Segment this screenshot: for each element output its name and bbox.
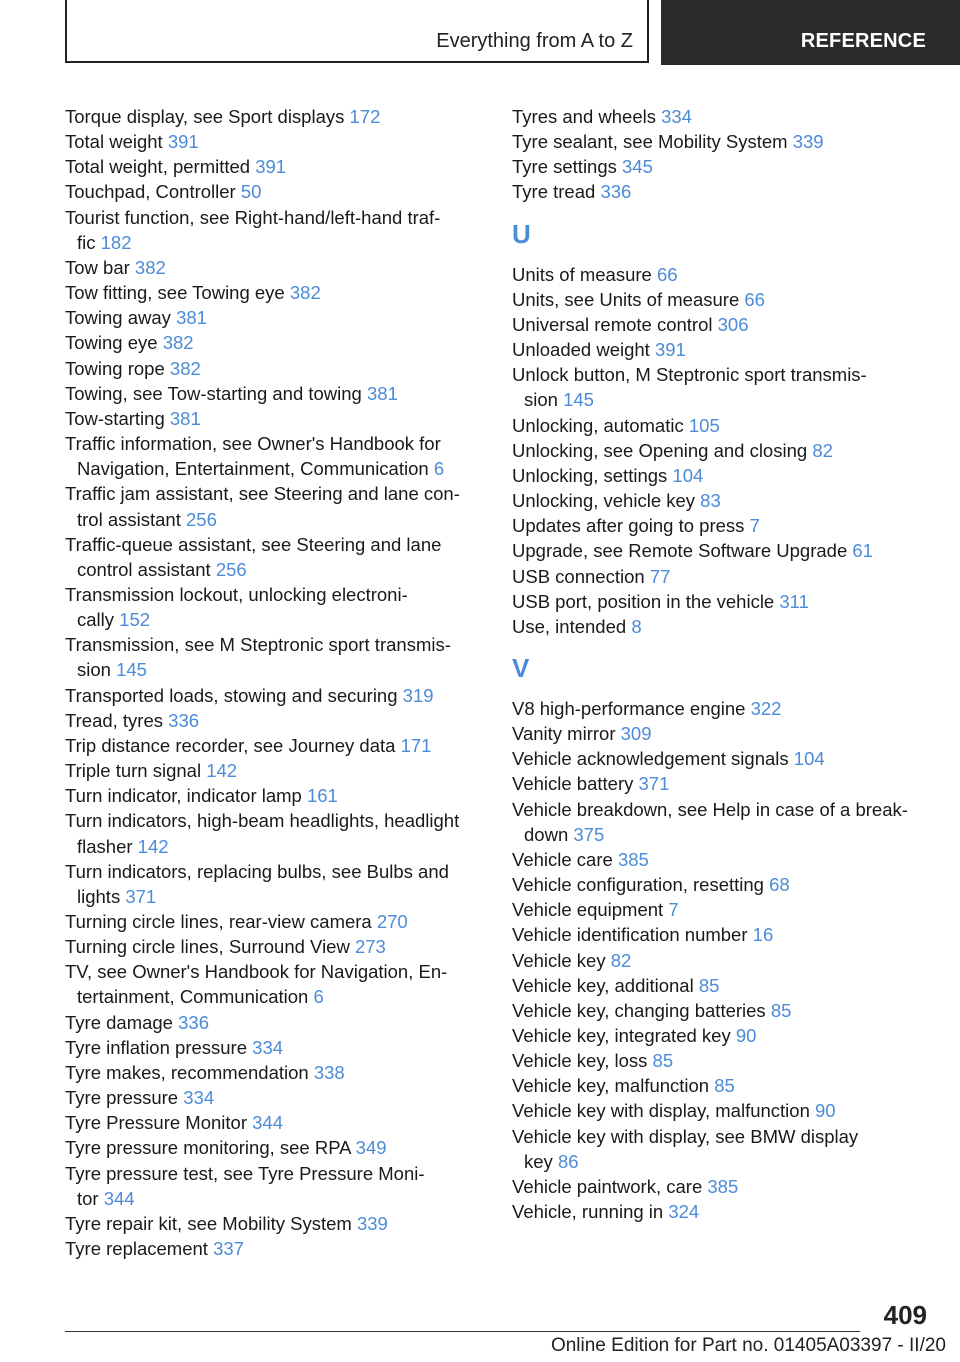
index-entry-text: Vehicle key — [512, 949, 611, 971]
page-reference-link[interactable]: 161 — [306, 785, 338, 807]
page-reference-link[interactable]: 8 — [631, 615, 642, 637]
index-entry — [65, 356, 485, 381]
index-entry — [512, 973, 932, 998]
index-entry — [65, 959, 485, 1009]
page-reference-link[interactable]: 142 — [206, 760, 238, 782]
page-reference-link[interactable]: 391 — [255, 156, 287, 178]
page-reference-link[interactable]: 311 — [779, 590, 809, 612]
index-entry-text: Vehicle paintwork, care — [512, 1175, 708, 1197]
index-entry-text: Units of measure — [512, 263, 657, 285]
index-entry — [512, 797, 932, 847]
index-entry-text: Units, see Units of measure — [512, 288, 745, 310]
index-entry-text: Turn indicators, high-beam headlights, headlight flasher — [65, 810, 460, 857]
index-entry-text: Use, intended — [512, 615, 632, 637]
page-reference-link[interactable]: 61 — [852, 540, 873, 562]
index-entry-text: Vehicle identification number — [512, 924, 753, 946]
index-entry-text: Vehicle configuration, resetting — [512, 874, 770, 896]
page-reference-link[interactable]: 82 — [812, 439, 833, 461]
index-entry-text: TV, see Owner's Handbook for Navigation, En- tertainment, Communication — [65, 961, 448, 1008]
index-entry — [65, 129, 485, 154]
footer-edition: Online Edition for Part no. 01405A03397 - II/20 — [550, 1335, 946, 1356]
index-entry-text: Traffic-queue assistant, see Steering and lane control assistant — [65, 533, 442, 580]
index-entry — [65, 406, 485, 431]
index-entry-text: Universal remote control — [512, 313, 718, 335]
index-entry — [65, 1035, 485, 1060]
index-entry — [65, 632, 485, 682]
index-entry-text: Turning circle lines, Surround View — [65, 936, 355, 958]
index-entry-text: Vehicle battery — [512, 773, 639, 795]
index-entry — [512, 1124, 932, 1174]
page-reference-link[interactable]: 349 — [355, 1137, 387, 1159]
page-reference-link[interactable]: 322 — [750, 697, 782, 719]
index-entry — [65, 1211, 485, 1236]
index-entry — [65, 381, 485, 406]
index-entry — [512, 922, 932, 947]
index-entry — [65, 330, 485, 355]
index-entry-text: Touchpad, Controller — [65, 181, 241, 203]
index-entry — [512, 438, 932, 463]
index-entry-text: Trip distance recorder, see Journey data — [65, 734, 401, 756]
page-reference-link[interactable]: 66 — [744, 288, 765, 310]
page-reference-link[interactable]: 381 — [169, 407, 201, 429]
index-entry-text: Traffic information, see Owner's Handbook for Navigation, Entertainment, Communication — [65, 433, 441, 480]
index-entry-text: Towing rope — [65, 357, 170, 379]
page-reference-link[interactable]: 273 — [354, 936, 386, 958]
page-reference-link[interactable]: 336 — [168, 709, 200, 731]
footer-divider — [65, 1331, 860, 1332]
index-entry — [512, 413, 932, 438]
index-column-right — [512, 104, 932, 1224]
page-reference-link[interactable]: 309 — [620, 723, 652, 745]
page-reference-link[interactable]: 142 — [137, 835, 169, 857]
index-entry-text: Tyre Pressure Monitor — [65, 1112, 253, 1134]
index-entry — [512, 948, 932, 973]
index-entry — [512, 1098, 932, 1123]
index-entry-text: Vehicle key, malfunction — [512, 1075, 715, 1097]
page-reference-link[interactable]: 334 — [661, 106, 692, 127]
page-reference-link[interactable]: 85 — [714, 1075, 735, 1097]
index-entry — [512, 488, 932, 513]
index-entry — [512, 513, 932, 538]
index-entry-text: Triple turn signal — [65, 760, 207, 782]
index-entry-text: Tyre sealant, see Mobility System — [512, 131, 793, 153]
page-reference-link[interactable]: 319 — [402, 684, 434, 706]
page-reference-link[interactable]: 345 — [622, 156, 653, 178]
index-entry — [512, 538, 932, 563]
index-entry — [65, 1110, 485, 1135]
page-reference-link[interactable]: 338 — [313, 1061, 345, 1083]
index-entry — [512, 847, 932, 872]
index-entry-text: Tow-starting — [65, 407, 170, 429]
index-entry-text: Turning circle lines, rear-view camera — [65, 911, 377, 932]
page-reference-link[interactable]: 85 — [652, 1050, 674, 1072]
page-reference-link[interactable]: 344 — [103, 1187, 135, 1209]
index-entry — [65, 859, 485, 909]
index-entry-text: Turn indicators, replacing bulbs, see Bulbs and lights — [65, 860, 449, 907]
index-entry-text: Unlocking, see Opening and closing — [512, 439, 813, 461]
page-reference-link[interactable]: 381 — [367, 382, 398, 404]
page-reference-link[interactable]: 391 — [167, 131, 199, 153]
index-entry — [512, 614, 932, 639]
page-reference-link[interactable]: 336 — [178, 1011, 209, 1033]
index-entry-text: Vehicle, running in — [512, 1201, 669, 1223]
index-entry — [65, 205, 485, 255]
page-reference-link[interactable]: 339 — [792, 131, 824, 153]
index-entry — [512, 721, 932, 746]
index-entry-text: Updates after going to press — [512, 515, 750, 537]
page-reference-link[interactable]: 371 — [638, 773, 670, 795]
index-entry — [512, 564, 932, 589]
index-entry — [512, 104, 932, 129]
index-entry — [512, 746, 932, 771]
page-reference-link[interactable]: 6 — [433, 458, 445, 480]
index-entry-text: Unlocking, vehicle key — [512, 490, 701, 512]
index-entry — [65, 104, 485, 129]
index-entry-text: Transported loads, stowing and securing — [65, 684, 403, 706]
page-reference-link[interactable]: 382 — [169, 357, 201, 379]
index-entry — [512, 312, 932, 337]
index-entry-text: Tyre repair kit, see Mobility System — [65, 1212, 357, 1234]
page-reference-link[interactable]: 334 — [252, 1036, 284, 1058]
index-entry — [512, 1048, 932, 1073]
page-reference-link[interactable]: 90 — [735, 1025, 757, 1046]
index-entry-text: Tyre pressure monitoring, see RPA — [65, 1137, 356, 1159]
index-entry — [65, 481, 485, 531]
index-entry — [65, 783, 485, 808]
index-entry-text: Transmission lockout, unlocking electroni- cally — [65, 583, 408, 631]
page-reference-link[interactable]: 382 — [134, 256, 166, 278]
page-reference-link[interactable]: 85 — [698, 974, 720, 996]
index-entry-text: Unlocking, automatic — [512, 414, 689, 436]
index-entry-text: Vehicle key with display, see BMW display key — [512, 1125, 859, 1172]
page-reference-link[interactable]: 90 — [815, 1100, 836, 1122]
index-entry — [65, 1236, 485, 1261]
index-entry-text: Unloaded weight — [512, 339, 655, 361]
index-entry — [65, 808, 485, 858]
index-entry — [65, 1161, 485, 1211]
index-entry-text: Vehicle key, additional — [512, 974, 699, 996]
page-reference-link[interactable]: 66 — [656, 263, 678, 285]
page-reference-link[interactable]: 50 — [240, 181, 262, 203]
header-section-box — [661, 0, 960, 65]
header-title-box — [65, 0, 649, 63]
index-entry-text: Upgrade, see Remote Software Upgrade — [512, 540, 853, 562]
page-reference-link[interactable]: 86 — [557, 1150, 579, 1172]
page-number: 409 — [883, 1300, 927, 1330]
index-entry — [65, 909, 485, 934]
index-entry-text: Vehicle key, integrated key — [512, 1025, 736, 1046]
index-entry-text: Torque display, see Sport displays — [65, 106, 350, 127]
page-reference-link[interactable]: 344 — [252, 1112, 283, 1134]
index-entry — [512, 998, 932, 1023]
index-entry — [512, 897, 932, 922]
page-reference-link[interactable]: 337 — [213, 1238, 244, 1260]
page-reference-link[interactable]: 82 — [610, 949, 632, 971]
index-entry — [65, 582, 485, 632]
page-reference-link[interactable]: 104 — [672, 464, 704, 486]
index-entry-text: Tyres and wheels — [512, 106, 662, 127]
index-entry — [512, 362, 932, 412]
index-entry — [65, 708, 485, 733]
page-reference-link[interactable]: 385 — [707, 1175, 739, 1197]
index-entry-text: Vanity mirror — [512, 723, 621, 745]
index-entry — [512, 1199, 932, 1224]
index-entry — [512, 589, 932, 614]
index-entry-text: Tyre tread — [512, 181, 601, 203]
index-entry — [512, 771, 932, 796]
section-letter-u: U — [512, 218, 531, 249]
page-reference-link[interactable]: 16 — [752, 924, 774, 946]
page-reference-link[interactable]: 306 — [717, 313, 749, 335]
header-title: Everything from A to Z — [436, 30, 633, 52]
index-entry — [512, 1073, 932, 1098]
index-entry-text: Unlocking, settings — [512, 464, 673, 486]
index-entry-text: Unlock button, M Steptronic sport transmis- sion — [512, 364, 867, 411]
page-reference-link[interactable]: 381 — [176, 307, 207, 329]
header-section: REFERENCE — [800, 30, 926, 52]
page-reference-link[interactable]: 339 — [356, 1212, 388, 1234]
page-reference-link[interactable]: 256 — [215, 558, 247, 580]
index-entry — [512, 179, 932, 204]
index-entry — [512, 337, 932, 362]
index-entry — [512, 872, 932, 897]
index-entry — [65, 154, 485, 179]
page-reference-link[interactable]: 382 — [162, 332, 194, 354]
page-reference-link[interactable]: 171 — [400, 734, 432, 756]
page-reference-link[interactable]: 7 — [749, 515, 760, 537]
index-entry-text: Vehicle care — [512, 848, 618, 870]
index-entry-text: V8 high-performance engine — [512, 697, 751, 719]
index-entry — [65, 532, 485, 582]
index-entry-text: USB connection — [512, 565, 650, 587]
index-entry — [65, 179, 485, 204]
index-entry — [65, 280, 485, 305]
index-entry-text: Towing away — [65, 307, 177, 329]
index-entry-text: Vehicle key with display, malfunction — [512, 1100, 816, 1122]
index-entry — [65, 733, 485, 758]
index-entry — [65, 431, 485, 481]
page-reference-link[interactable]: 182 — [100, 231, 132, 253]
page-reference-link[interactable]: 83 — [700, 490, 721, 512]
index-entry-text: Total weight — [65, 131, 168, 153]
page-reference-link[interactable]: 336 — [600, 181, 632, 203]
index-entry — [65, 683, 485, 708]
index-entry — [512, 1023, 932, 1048]
index-entry — [65, 934, 485, 959]
index-entry-text: Vehicle equipment — [512, 899, 669, 921]
index-entry — [65, 1085, 485, 1110]
index-entry — [65, 255, 485, 280]
page-reference-link[interactable]: 391 — [654, 339, 686, 361]
index-entry-text: Tourist function, see Right-hand/left-hand traf- fic — [65, 206, 441, 253]
page-reference-link[interactable]: 145 — [116, 659, 147, 681]
page-reference-link[interactable]: 256 — [186, 508, 217, 530]
index-entry-text: Tow fitting, see Towing eye — [65, 282, 290, 304]
page-reference-link[interactable]: 105 — [688, 414, 720, 436]
page-reference-link[interactable]: 382 — [289, 282, 321, 304]
section-letter-v: V — [512, 652, 530, 683]
page-reference-link[interactable]: 371 — [125, 885, 157, 907]
index-entry — [65, 305, 485, 330]
page-reference-link[interactable]: 172 — [349, 106, 381, 127]
page-reference-link[interactable]: 6 — [313, 986, 324, 1008]
page-reference-link[interactable]: 145 — [563, 389, 594, 411]
index-entry — [65, 1135, 485, 1160]
index-entry — [65, 1060, 485, 1085]
page-reference-link[interactable]: 375 — [573, 823, 605, 845]
index-entry-text: Total weight, permitted — [65, 156, 256, 178]
index-entry-text: Tyre inflation pressure — [65, 1036, 253, 1058]
index-entry — [512, 154, 932, 179]
index-entry-text: Tow bar — [65, 256, 135, 278]
index-entry-text: Transmission, see M Steptronic sport transmis- sion — [65, 634, 451, 681]
page-reference-link[interactable]: 270 — [376, 911, 408, 932]
index-entry — [512, 287, 932, 312]
index-entry-text: Vehicle breakdown, see Help in case of a break- down — [512, 798, 908, 845]
page-reference-link[interactable]: 152 — [119, 609, 151, 631]
index-entry-text: Tyre pressure — [65, 1087, 184, 1109]
index-entry-text: Tyre makes, recommendation — [65, 1061, 314, 1083]
index-entry-text: Vehicle key, loss — [512, 1050, 653, 1072]
page-reference-link[interactable]: 68 — [769, 874, 790, 896]
index-entry-text: Vehicle key, changing batteries — [512, 999, 771, 1021]
page-reference-link[interactable]: 334 — [183, 1087, 215, 1109]
index-entry-text: Towing eye — [65, 332, 163, 354]
index-entry-text: USB port, position in the vehicle — [512, 590, 780, 612]
index-entry-text: Tyre replacement — [65, 1238, 214, 1260]
page-reference-link[interactable]: 85 — [770, 999, 792, 1021]
index-entry — [65, 1010, 485, 1035]
index-entry-text: Towing, see Tow-starting and towing — [65, 382, 367, 404]
page-reference-link[interactable]: 385 — [617, 848, 649, 870]
page-reference-link[interactable]: 324 — [668, 1201, 700, 1223]
index-entry — [512, 1174, 932, 1199]
page-header — [0, 0, 960, 66]
index-entry — [65, 758, 485, 783]
index-entry-text: Tyre settings — [512, 156, 623, 178]
index-entry-text: Tyre pressure test, see Tyre Pressure Moni- tor — [65, 1162, 425, 1209]
index-entry-text: Tread, tyres — [65, 709, 169, 731]
index-entry-text: Tyre damage — [65, 1011, 179, 1033]
index-entry — [512, 129, 932, 154]
page-reference-link[interactable]: 104 — [793, 748, 825, 770]
index-column-left — [65, 104, 485, 1261]
page-reference-link[interactable]: 7 — [668, 899, 679, 921]
index-entry — [512, 262, 932, 287]
page-reference-link[interactable]: 77 — [649, 565, 671, 587]
index-entry — [512, 696, 932, 721]
index-entry-text: Vehicle acknowledgement signals — [512, 748, 794, 770]
index-entry-text: Traffic jam assistant, see Steering and lane con- trol assistant — [65, 483, 460, 530]
index-entry-text: Turn indicator, indicator lamp — [65, 785, 307, 807]
index-entry — [512, 463, 932, 488]
